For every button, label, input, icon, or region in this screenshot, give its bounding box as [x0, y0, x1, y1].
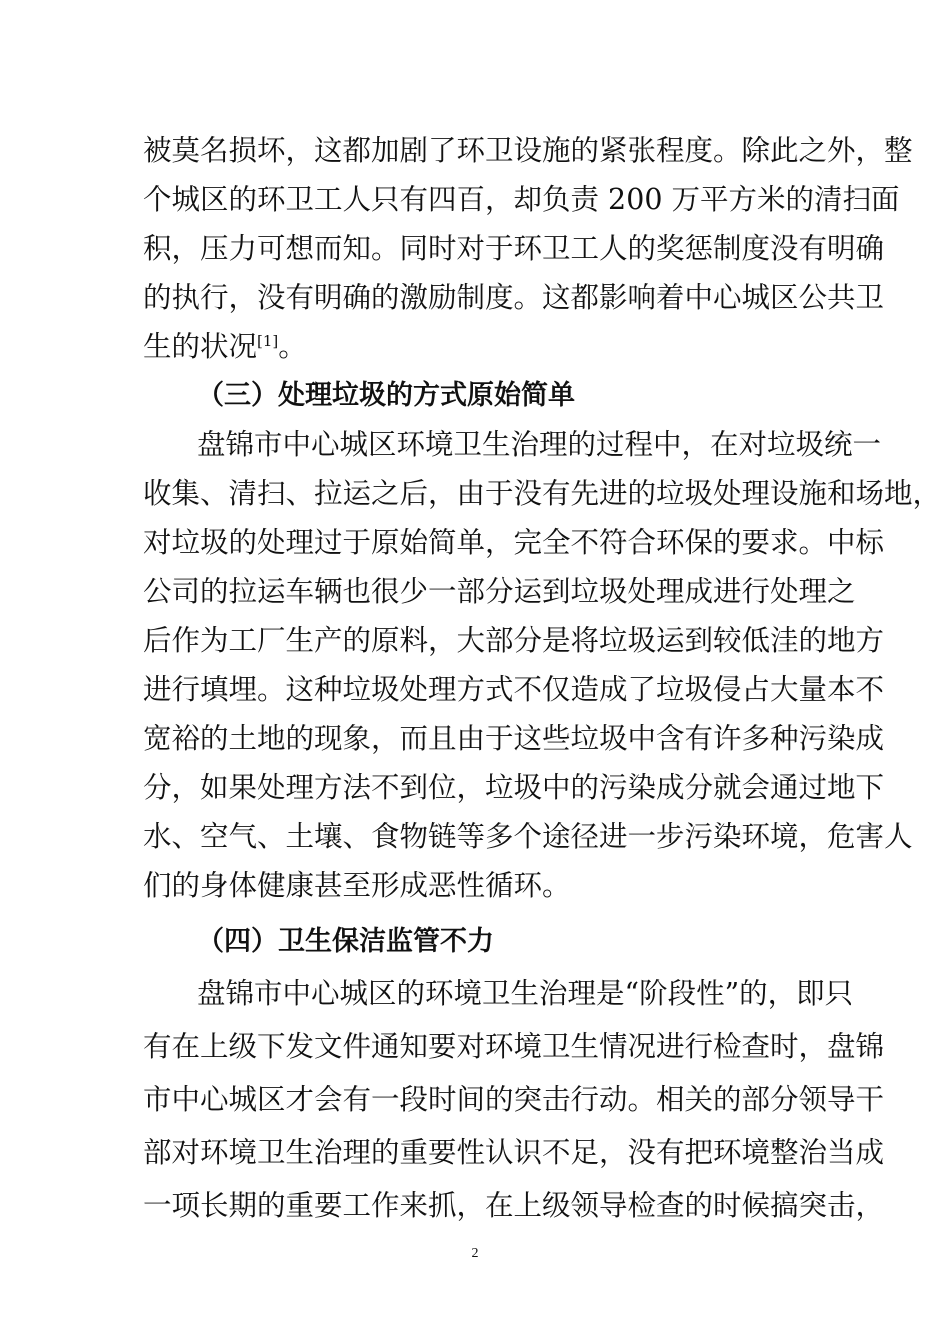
body-text-line: 收集、清扫、拉运之后，由于没有先进的垃圾处理设施和场地，	[143, 477, 942, 510]
body-text-line: 分，如果处理方法不到位，垃圾中的污染成分就会通过地下	[143, 771, 885, 804]
section-heading: （三）处理垃圾的方式原始简单	[197, 380, 575, 411]
body-text-line: 们的身体健康甚至形成恶性循环。	[143, 869, 571, 902]
body-text: 。	[278, 330, 307, 363]
body-text-line: 积，压力可想而知。同时对于环卫工人的奖惩制度没有明确	[143, 232, 885, 265]
body-text: 生的状况	[143, 330, 258, 363]
body-text-line: 个城区的环卫工人只有四百，却负责 200 万平方米的清扫面	[143, 183, 900, 216]
section-heading: （四）卫生保洁监管不力	[197, 926, 494, 957]
body-text-line: 公司的拉运车辆也很少一部分运到垃圾处理成进行处理之	[143, 575, 856, 608]
body-text-line: 对垃圾的处理过于原始简单，完全不符合环保的要求。中标	[143, 526, 885, 559]
body-text-line: 一项长期的重要工作来抓，在上级领导检查的时候搞突击，	[143, 1189, 885, 1222]
body-text-line: 市中心城区才会有一段时间的突击行动。相关的部分领导干	[143, 1083, 885, 1116]
body-text-line: 盘锦市中心城区的环境卫生治理是“阶段性”的，即只	[197, 977, 854, 1010]
body-text-line: 后作为工厂生产的原料，大部分是将垃圾运到较低洼的地方	[143, 624, 885, 657]
citation-reference: [1]	[257, 332, 279, 350]
body-text-line: 的执行，没有明确的激励制度。这都影响着中心城区公共卫	[143, 281, 885, 314]
body-text-line	[143, 322, 843, 372]
page-number: 2	[471, 1246, 479, 1261]
body-text-line: 被莫名损坏，这都加剧了环卫设施的紧张程度。除此之外，整	[143, 134, 913, 167]
body-text-line: 水、空气、土壤、食物链等多个途径进一步污染环境，危害人	[143, 820, 913, 853]
body-text-line: 部对环境卫生治理的重要性认识不足，没有把环境整治当成	[143, 1136, 885, 1169]
body-text-line: 进行填埋。这种垃圾处理方式不仅造成了垃圾侵占大量本不	[143, 673, 885, 706]
body-text-line: 盘锦市中心城区环境卫生治理的过程中，在对垃圾统一	[197, 428, 882, 461]
body-text-line: 有在上级下发文件通知要对环境卫生情况进行检查时，盘锦	[143, 1030, 885, 1063]
body-text-line: 宽裕的土地的现象，而且由于这些垃圾中含有许多种污染成	[143, 722, 885, 755]
